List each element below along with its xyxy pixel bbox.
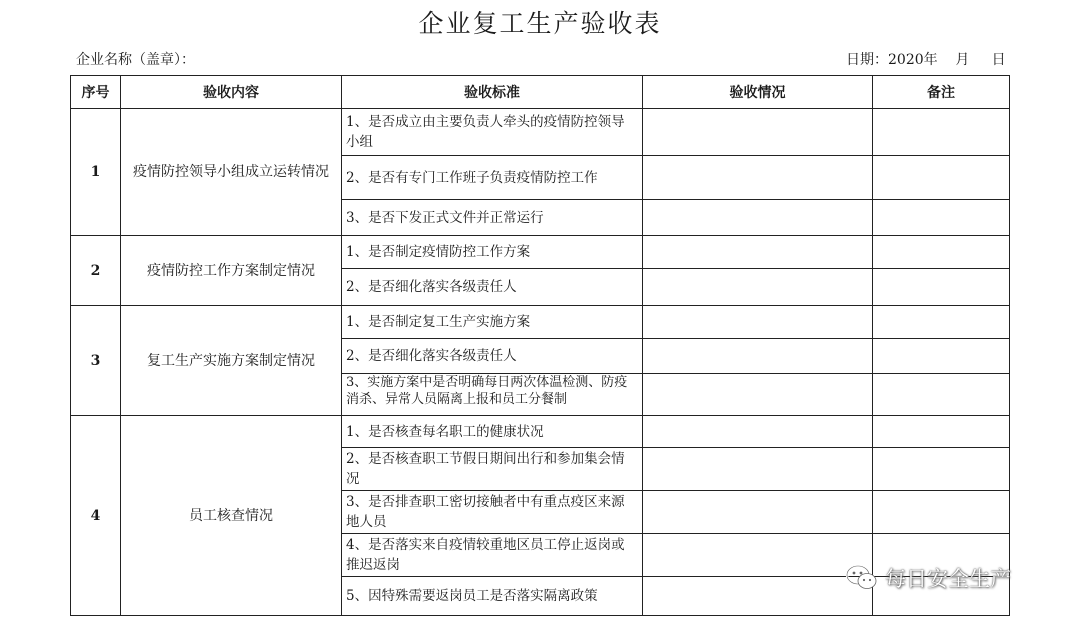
company-name-label: 企业名称（盖章）： bbox=[76, 52, 195, 68]
acceptance-content: 复工生产实施方案制定情况 bbox=[121, 306, 342, 416]
criteria-item: 2、是否有专门工作班子负责疫情防控工作 bbox=[342, 156, 643, 200]
status-cell[interactable] bbox=[643, 491, 873, 534]
wechat-icon bbox=[845, 564, 879, 592]
page-title: 企业复工生产验收表 bbox=[418, 9, 662, 38]
criteria-item: 3、是否下发正式文件并正常运行 bbox=[342, 200, 643, 236]
criteria-item: 1、是否制定疫情防控工作方案 bbox=[342, 236, 643, 269]
status-cell[interactable] bbox=[643, 374, 873, 416]
watermark-text: 每日安全生产 bbox=[885, 567, 1011, 591]
status-cell[interactable] bbox=[643, 269, 873, 306]
header-content: 验收内容 bbox=[121, 76, 342, 109]
acceptance-content: 员工核查情况 bbox=[121, 416, 342, 615]
status-cell[interactable] bbox=[643, 534, 873, 577]
row-number: 2 bbox=[71, 236, 121, 306]
remarks-cell[interactable] bbox=[873, 200, 1009, 236]
criteria-item: 2、是否细化落实各级责任人 bbox=[342, 339, 643, 374]
criteria-item: 2、是否细化落实各级责任人 bbox=[342, 269, 643, 306]
criteria-item: 4、是否落实来自疫情较重地区员工停止返岗或推迟返岗 bbox=[342, 534, 643, 577]
criteria-item: 2、是否核查职工节假日期间出行和参加集会情况 bbox=[342, 448, 643, 491]
remarks-cell[interactable] bbox=[873, 491, 1009, 534]
criteria-item: 3、是否排查职工密切接触者中有重点疫区来源地人员 bbox=[342, 491, 643, 534]
remarks-cell[interactable] bbox=[873, 306, 1009, 339]
status-cell[interactable] bbox=[643, 156, 873, 200]
status-cell[interactable] bbox=[643, 339, 873, 374]
row-number: 4 bbox=[71, 416, 121, 615]
row-number: 3 bbox=[71, 306, 121, 416]
status-cell[interactable] bbox=[643, 416, 873, 448]
remarks-cell[interactable] bbox=[873, 416, 1009, 448]
header-number: 序号 bbox=[71, 76, 121, 109]
acceptance-content: 疫情防控工作方案制定情况 bbox=[121, 236, 342, 306]
status-cell[interactable] bbox=[643, 200, 873, 236]
watermark bbox=[845, 563, 1011, 593]
acceptance-table bbox=[70, 75, 1010, 616]
remarks-cell[interactable] bbox=[873, 236, 1009, 269]
criteria-item: 3、实施方案中是否明确每日两次体温检测、防疫消杀、异常人员隔离上报和员工分餐制 bbox=[342, 374, 643, 416]
header-status: 验收情况 bbox=[643, 76, 873, 109]
remarks-cell[interactable] bbox=[873, 109, 1009, 156]
status-cell[interactable] bbox=[643, 109, 873, 156]
row-number: 1 bbox=[71, 109, 121, 236]
remarks-cell[interactable] bbox=[873, 448, 1009, 491]
status-cell[interactable] bbox=[643, 306, 873, 339]
remarks-cell[interactable] bbox=[873, 374, 1009, 416]
remarks-cell[interactable] bbox=[873, 269, 1009, 306]
status-cell[interactable] bbox=[643, 577, 873, 615]
criteria-item: 1、是否成立由主要负责人牵头的疫情防控领导小组 bbox=[342, 109, 643, 156]
criteria-item: 1、是否制定复工生产实施方案 bbox=[342, 306, 643, 339]
status-cell[interactable] bbox=[643, 236, 873, 269]
criteria-item: 5、因特殊需要返岗员工是否落实隔离政策 bbox=[342, 577, 643, 615]
remarks-cell[interactable] bbox=[873, 156, 1009, 200]
header-remarks: 备注 bbox=[873, 76, 1009, 109]
criteria-item: 1、是否核查每名职工的健康状况 bbox=[342, 416, 643, 448]
date-label: 日期：2020年 月 日 bbox=[846, 52, 1006, 68]
header-standard: 验收标准 bbox=[342, 76, 643, 109]
status-cell[interactable] bbox=[643, 448, 873, 491]
remarks-cell[interactable] bbox=[873, 339, 1009, 374]
acceptance-content: 疫情防控领导小组成立运转情况 bbox=[121, 109, 342, 236]
